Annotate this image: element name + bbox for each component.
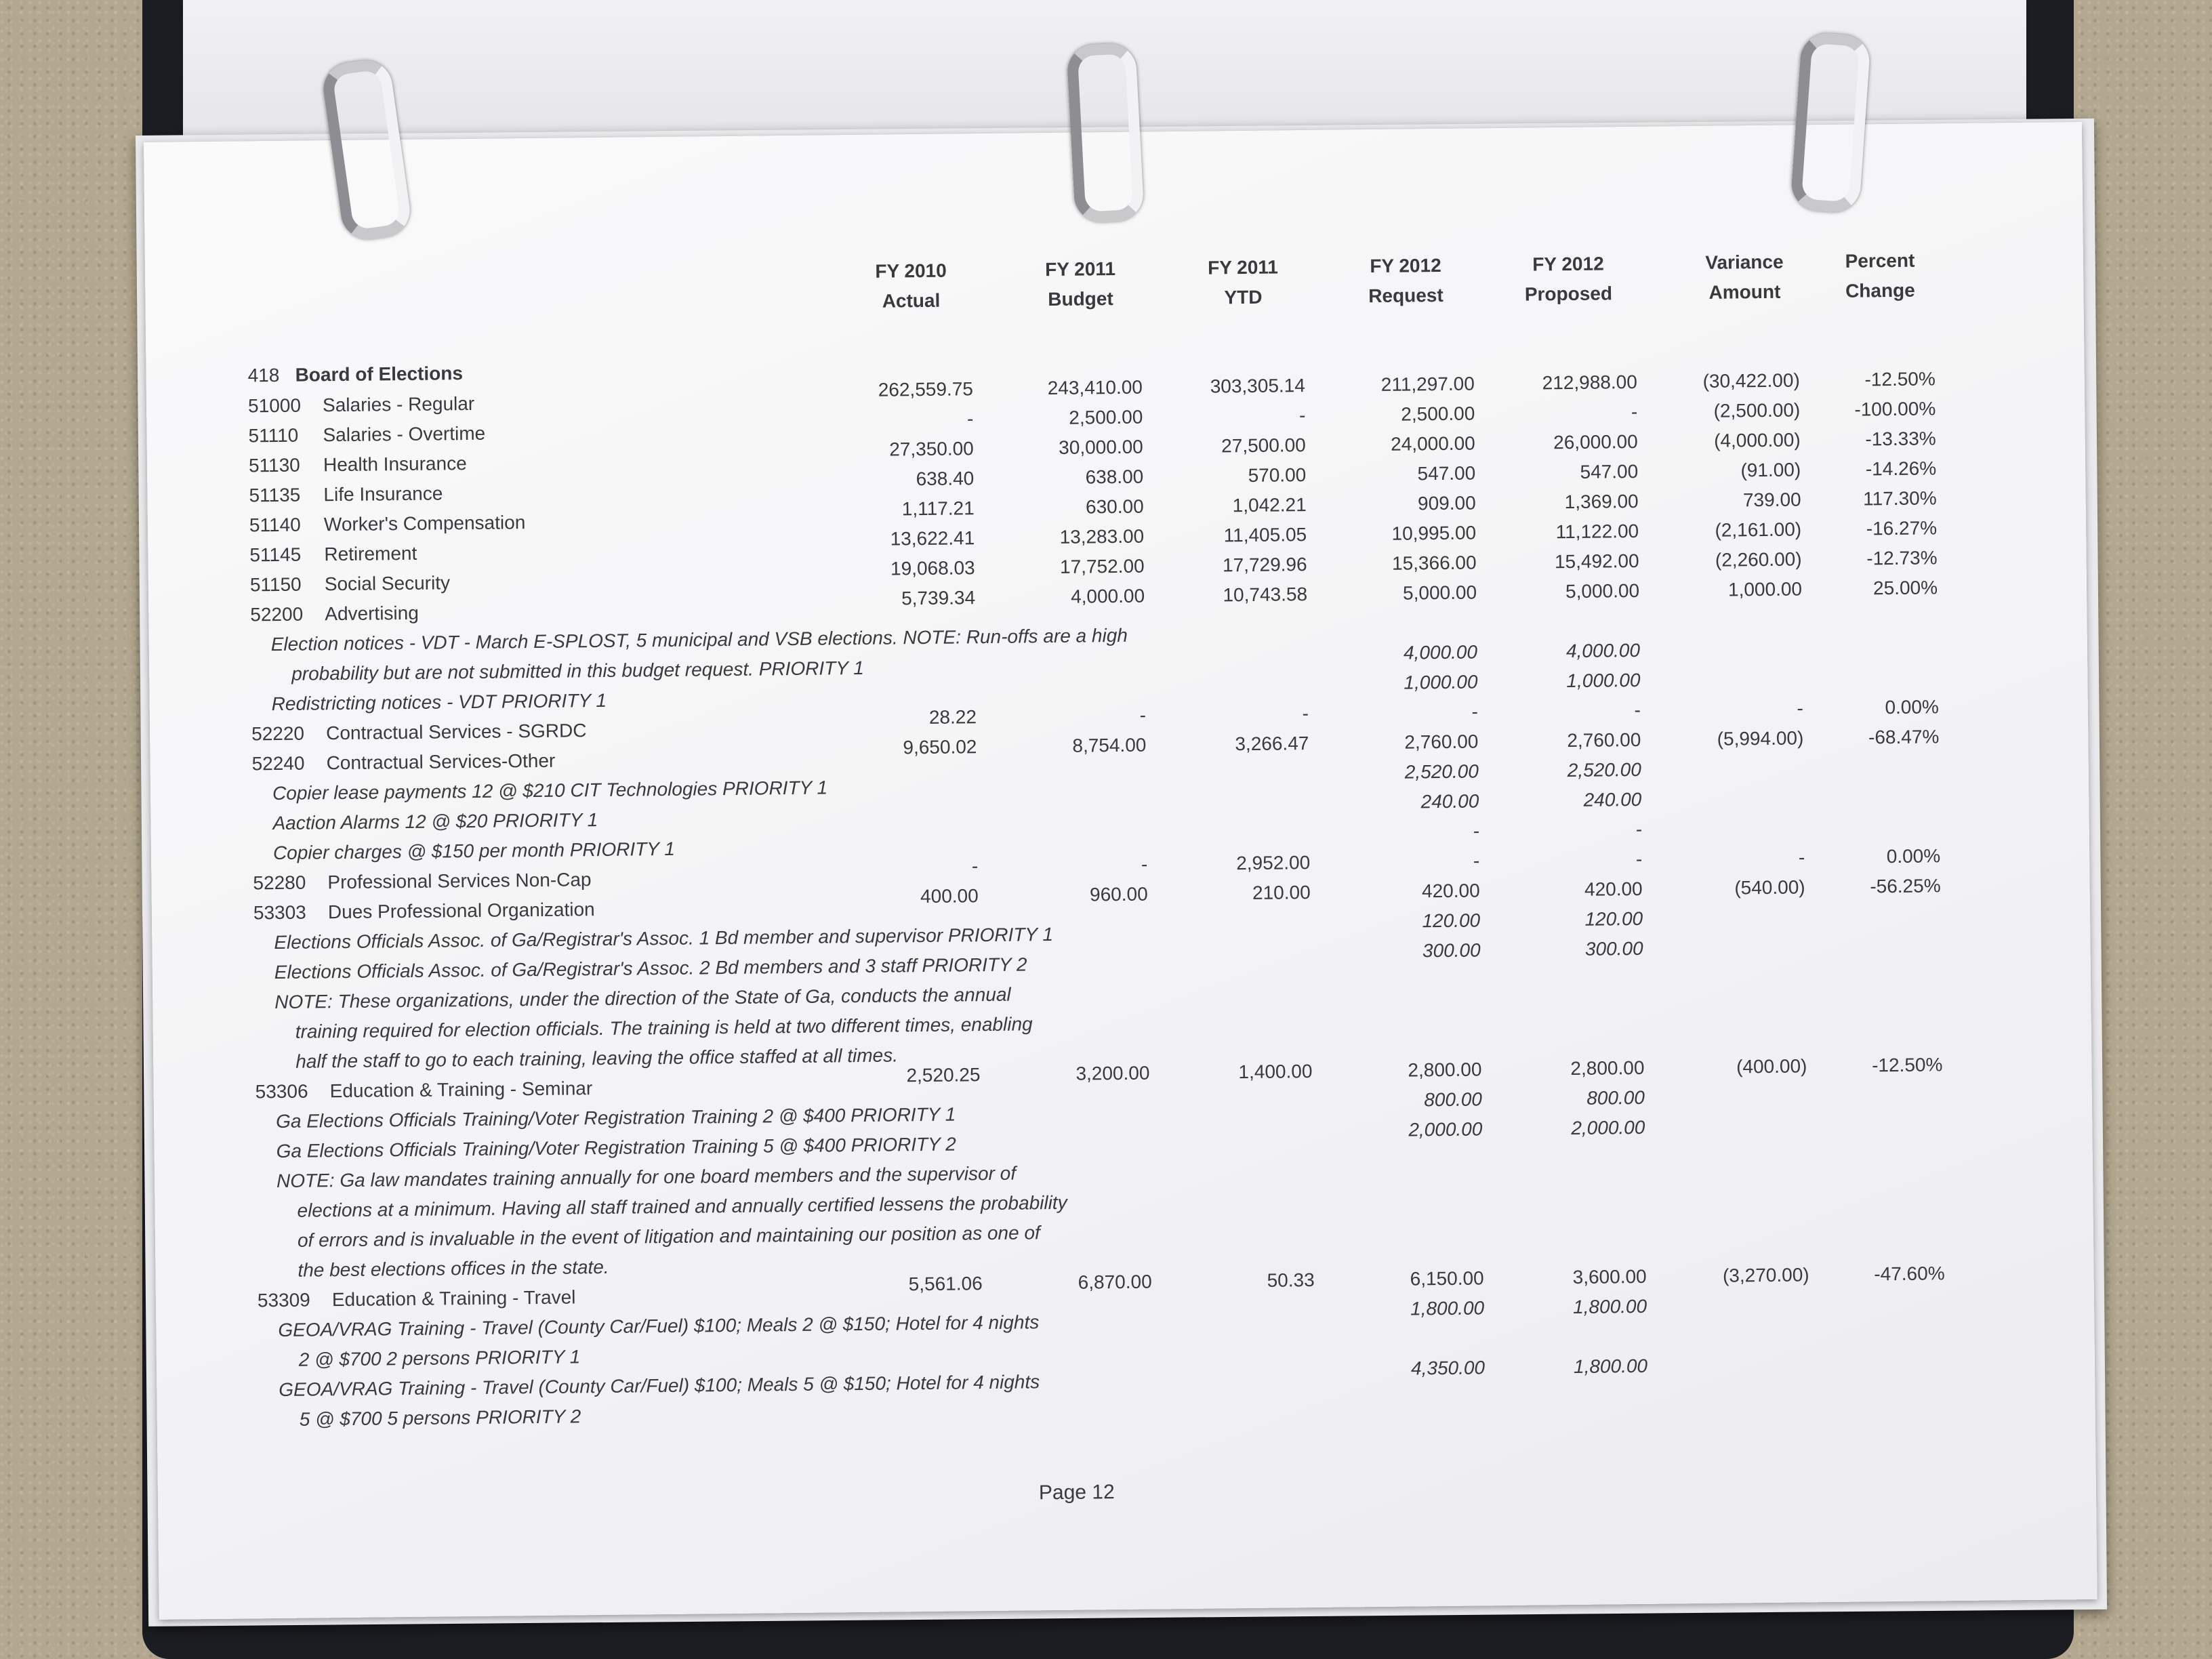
account-code: 51145 <box>249 544 302 566</box>
column-header-line2: Proposed <box>1524 283 1613 305</box>
binder-ring <box>1790 32 1871 213</box>
amount-cell: 6,150.00 <box>1410 1267 1484 1290</box>
amount-cell: -12.50% <box>1864 368 1936 390</box>
note-text: probability but are not submitted in this budget request. PRIORITY 1 <box>291 657 864 684</box>
amount-cell: 400.00 <box>920 885 979 907</box>
note-text: GEOA/VRAG Training - Travel (County Car/Fuel) $100; Meals 5 @ $150; Hotel for 4 nights <box>279 1371 1040 1401</box>
amount-cell: 3,266.47 <box>1235 733 1309 755</box>
column-header <box>1331 250 1481 311</box>
amount-cell: -12.73% <box>1866 547 1938 569</box>
amount-cell: 11,405.05 <box>1223 524 1307 546</box>
amount-cell: 15,366.00 <box>1391 552 1477 574</box>
account-label: Professional Services Non-Cap <box>327 869 592 893</box>
note-proposed-amount: 2,000.00 <box>1571 1116 1645 1139</box>
note-proposed-amount: 2,520.00 <box>1567 758 1641 781</box>
note-proposed-amount: 300.00 <box>1584 937 1643 960</box>
note-proposed-amount: 1,000.00 <box>1566 669 1641 692</box>
amount-cell: 10,743.58 <box>1223 583 1308 606</box>
budget-page <box>144 122 2097 1620</box>
amount-cell: -68.47% <box>1868 726 1940 748</box>
amount-cell: 6,870.00 <box>1078 1271 1152 1293</box>
column-header-line1: FY 2010 <box>875 260 947 282</box>
amount-cell: 210.00 <box>1252 882 1311 903</box>
note-text: Ga Elections Officials Training/Voter Registration Training 2 @ $400 PRIORITY 1 <box>275 1103 956 1132</box>
amount-cell: 5,561.06 <box>908 1273 983 1295</box>
amount-cell: 13,283.00 <box>1059 525 1145 548</box>
amount-cell: 0.00% <box>1886 845 1941 867</box>
account-code: 52220 <box>251 722 305 745</box>
amount-cell: 212,988.00 <box>1542 371 1637 394</box>
amount-cell: - <box>1635 848 1643 869</box>
amount-cell: 1,042.21 <box>1232 494 1307 516</box>
amount-cell: 50.33 <box>1267 1269 1315 1291</box>
amount-cell: (2,161.00) <box>1715 518 1802 541</box>
note-request-amount: 4,000.00 <box>1403 641 1478 663</box>
amount-cell: 739.00 <box>1742 489 1801 511</box>
page-number: Page 12 <box>1038 1481 1115 1504</box>
amount-cell: 303,305.14 <box>1210 375 1306 397</box>
column-header-line1: Percent <box>1845 249 1915 272</box>
binder-ring <box>1066 43 1145 224</box>
account-code: 52240 <box>251 752 305 775</box>
amount-cell: 8,754.00 <box>1072 734 1147 756</box>
account-label: Education & Training - Seminar <box>329 1078 593 1102</box>
amount-cell: - <box>1471 701 1479 722</box>
account-label: Advertising <box>325 602 419 625</box>
note-request-amount: 4,350.00 <box>1410 1357 1486 1379</box>
department-code: 418 <box>247 364 280 386</box>
account-label: Life Insurance <box>323 483 443 506</box>
amount-cell: (30,422.00) <box>1702 369 1800 392</box>
amount-cell: 11,122.00 <box>1555 520 1639 543</box>
note-request-amount: 120.00 <box>1422 909 1481 932</box>
amount-cell: 5,739.34 <box>901 587 976 609</box>
column-header-line2: Change <box>1845 279 1915 302</box>
account-label: Retirement <box>324 542 417 565</box>
amount-cell: 17,729.96 <box>1222 554 1307 576</box>
note-text: 2 @ $700 2 persons PRIORITY 1 <box>298 1346 581 1370</box>
account-code: 53306 <box>255 1080 308 1103</box>
amount-cell: - <box>1298 405 1306 426</box>
account-label: Education & Training - Travel <box>331 1286 576 1311</box>
amount-cell: 1,117.21 <box>901 497 975 520</box>
amount-cell: -100.00% <box>1854 398 1936 420</box>
amount-cell: 17,752.00 <box>1059 555 1145 577</box>
column-header-line1: FY 2012 <box>1370 254 1441 277</box>
amount-cell: 5,000.00 <box>1565 579 1640 602</box>
note-request-amount: 2,000.00 <box>1408 1118 1483 1141</box>
amount-cell: 1,369.00 <box>1564 490 1639 513</box>
amount-cell: 4,000.00 <box>1070 585 1145 607</box>
amount-cell: 27,350.00 <box>889 438 974 460</box>
account-label: Salaries - Regular <box>322 392 475 416</box>
amount-cell: 2,760.00 <box>1404 731 1479 753</box>
note-text: Aaction Alarms 12 @ $20 PRIORITY 1 <box>272 809 598 834</box>
note-proposed-amount: 4,000.00 <box>1565 639 1641 662</box>
column-header-line1: FY 2011 <box>1044 258 1116 281</box>
account-label: Salaries - Overtime <box>323 422 486 446</box>
amount-cell: - <box>1473 850 1480 872</box>
note-proposed-amount: 240.00 <box>1583 788 1642 811</box>
amount-cell: - <box>1631 401 1638 423</box>
account-code: 53309 <box>257 1289 310 1311</box>
column-header-line2: Budget <box>1048 288 1113 310</box>
amount-cell: 3,200.00 <box>1076 1062 1150 1084</box>
column-header-line2: Actual <box>882 289 941 312</box>
account-code: 51000 <box>247 394 302 417</box>
amount-cell: 420.00 <box>1421 880 1480 902</box>
note-request-amount: 300.00 <box>1422 939 1481 962</box>
amount-cell: 547.00 <box>1417 462 1476 485</box>
amount-cell: -12.50% <box>1871 1054 1943 1076</box>
amount-cell: (5,994.00) <box>1717 727 1804 750</box>
account-code: 52280 <box>253 872 306 894</box>
column-header <box>836 255 986 316</box>
note-request-amount: 1,800.00 <box>1410 1297 1485 1319</box>
amount-cell: -13.33% <box>1865 428 1936 450</box>
amount-cell: 19,068.03 <box>890 557 975 579</box>
note-proposed-amount: 1,800.00 <box>1572 1295 1647 1318</box>
amount-cell: 909.00 <box>1417 492 1476 514</box>
note-request-amount: 800.00 <box>1424 1088 1483 1111</box>
note-proposed-amount: - <box>1635 818 1642 840</box>
amount-cell: 638.00 <box>1085 466 1144 488</box>
account-label: Contractual Services-Other <box>326 750 556 774</box>
amount-cell: (4,000.00) <box>1713 429 1801 451</box>
note-text: Ga Elections Officials Training/Voter Registration Training 5 @ $400 PRIORITY 2 <box>276 1133 956 1162</box>
column-header-line1: FY 2011 <box>1207 256 1279 279</box>
amount-cell: 1,000.00 <box>1727 578 1803 600</box>
note-text: training required for election officials. The training is held at two different times, enabling <box>295 1013 1033 1042</box>
note-request-amount: 1,000.00 <box>1404 671 1478 693</box>
amount-cell: 211,297.00 <box>1380 373 1475 395</box>
note-request-amount: 2,520.00 <box>1404 760 1479 783</box>
amount-cell: -14.26% <box>1865 457 1937 480</box>
amount-cell: 27,500.00 <box>1221 434 1306 457</box>
amount-cell: 2,760.00 <box>1567 729 1641 752</box>
note-text: of errors and is invaluable in the event of litigation and maintaining our position as one of <box>297 1222 1040 1251</box>
amount-cell: -16.27% <box>1866 517 1938 539</box>
column-header-line2: YTD <box>1224 286 1263 308</box>
column-header <box>1494 249 1643 310</box>
note-text: NOTE: These organizations, under the direction of the State of Ga, conducts the annual <box>274 983 1011 1013</box>
amount-cell: 638.40 <box>916 468 975 490</box>
amount-cell: -56.25% <box>1870 875 1941 897</box>
amount-cell: - <box>1302 703 1309 724</box>
column-header-line1: Variance <box>1705 251 1784 273</box>
note-text: Elections Officials Assoc. of Ga/Registrar's Assoc. 1 Bd member and supervisor PRIORITY 1 <box>274 924 1054 954</box>
note-text: GEOA/VRAG Training - Travel (County Car/Fuel) $100; Meals 2 @ $150; Hotel for 4 nights <box>278 1311 1040 1341</box>
note-text: NOTE: Ga law mandates training annually for one board members and the supervisor of <box>276 1162 1017 1192</box>
account-label: Worker's Compensation <box>323 512 526 535</box>
amount-cell: 2,800.00 <box>1570 1057 1645 1080</box>
note-text: Elections Officials Assoc. of Ga/Registrar's Assoc. 2 Bd members and 3 staff PRIORITY 2 <box>274 954 1027 983</box>
column-header <box>1670 247 1820 308</box>
amount-cell: - <box>966 408 974 430</box>
amount-cell: (3,270.00) <box>1722 1264 1809 1286</box>
account-code: 51135 <box>249 484 301 506</box>
amount-cell: (400.00) <box>1736 1055 1807 1078</box>
note-proposed-amount: 1,800.00 <box>1573 1355 1648 1378</box>
amount-cell: 547.00 <box>1580 460 1639 483</box>
amount-cell: 2,800.00 <box>1408 1059 1482 1081</box>
amount-cell: - <box>1634 699 1641 721</box>
amount-cell: -47.60% <box>1874 1263 1945 1285</box>
amount-cell: 960.00 <box>1089 883 1148 905</box>
amount-cell: - <box>971 855 979 877</box>
amount-cell: 2,952.00 <box>1236 852 1311 874</box>
amount-cell: (540.00) <box>1734 876 1805 899</box>
account-code: 53303 <box>253 901 306 924</box>
amount-cell: 117.30% <box>1863 487 1937 510</box>
account-code: 51110 <box>248 424 299 447</box>
amount-cell: 420.00 <box>1584 878 1643 900</box>
account-code: 51130 <box>248 454 300 476</box>
amount-cell: 30,000.00 <box>1059 436 1143 458</box>
amount-cell: (2,260.00) <box>1715 548 1802 571</box>
note-proposed-amount: 120.00 <box>1584 907 1643 930</box>
amount-cell: 10,995.00 <box>1391 522 1477 544</box>
amount-cell: 28.22 <box>928 706 977 728</box>
account-label: Dues Professional Organization <box>327 899 595 923</box>
amount-cell: 243,410.00 <box>1047 376 1143 399</box>
column-header <box>1168 252 1318 313</box>
department-name: Board of Elections <box>295 363 464 386</box>
note-text: Election notices - VDT - March E-SPLOST, 5 municipal and VSB elections. NOTE: Run-offs are a high <box>270 624 1128 655</box>
account-code: 52200 <box>250 603 304 626</box>
amount-cell: (91.00) <box>1740 459 1801 481</box>
note-text: half the staff to go to each training, leaving the office staffed at all times. <box>295 1044 899 1072</box>
amount-cell: 13,622.41 <box>890 527 975 550</box>
amount-cell: 570.00 <box>1248 464 1307 486</box>
note-text: Copier lease payments 12 @ $210 CIT Technologies PRIORITY 1 <box>272 777 828 804</box>
account-code: 51150 <box>249 573 302 596</box>
amount-cell: 15,492.00 <box>1554 550 1639 573</box>
column-header-line2: Request <box>1368 284 1443 307</box>
amount-cell: 0.00% <box>1885 696 1940 718</box>
amount-cell: 3,600.00 <box>1572 1265 1647 1288</box>
amount-cell: - <box>1797 697 1804 719</box>
account-label: Social Security <box>324 572 451 595</box>
amount-cell: 2,500.00 <box>1069 406 1143 428</box>
amount-cell: 2,500.00 <box>1401 403 1475 425</box>
account-label: Health Insurance <box>323 453 467 476</box>
amount-cell: - <box>1139 704 1147 726</box>
note-text: the best elections offices in the state. <box>298 1256 609 1281</box>
amount-cell: (2,500.00) <box>1713 399 1801 422</box>
note-text: Copier charges @ $150 per month PRIORITY 1 <box>272 838 675 864</box>
note-text: Redistricting notices - VDT PRIORITY 1 <box>271 689 607 715</box>
account-label: Contractual Services - SGRDC <box>325 720 587 744</box>
note-proposed-amount: 800.00 <box>1586 1086 1645 1109</box>
amount-cell: 1,400.00 <box>1238 1061 1313 1083</box>
note-text: elections at a minimum. Having all staff trained and annually certified lessens the probability <box>297 1191 1067 1221</box>
amount-cell: 25.00% <box>1872 577 1938 599</box>
amount-cell: 5,000.00 <box>1402 581 1477 604</box>
note-text: 5 @ $700 5 persons PRIORITY 2 <box>299 1406 581 1430</box>
amount-cell: 630.00 <box>1085 495 1144 518</box>
amount-cell: 9,650.02 <box>903 736 977 758</box>
amount-cell: 262,559.75 <box>878 378 974 401</box>
amount-cell: - <box>1798 846 1805 868</box>
column-header-line2: Amount <box>1708 281 1781 303</box>
column-header <box>1006 253 1155 314</box>
account-code: 51140 <box>249 514 301 536</box>
column-header <box>1805 245 1955 306</box>
column-header-line1: FY 2012 <box>1532 253 1604 275</box>
note-request-amount: - <box>1473 820 1479 842</box>
amount-cell: - <box>1141 853 1148 875</box>
amount-cell: 26,000.00 <box>1553 430 1638 453</box>
amount-cell: 2,520.25 <box>906 1064 981 1086</box>
note-request-amount: 240.00 <box>1420 790 1479 813</box>
amount-cell: 24,000.00 <box>1391 432 1475 455</box>
